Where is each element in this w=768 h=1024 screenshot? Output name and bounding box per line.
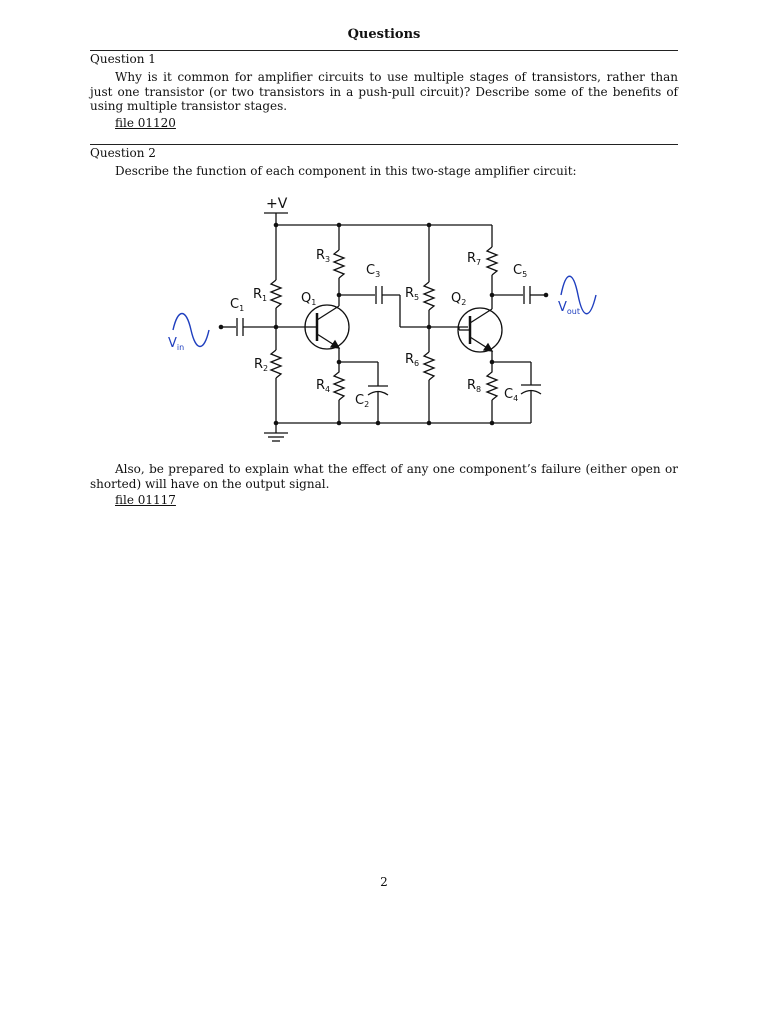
page-title: Questions (347, 27, 421, 42)
two-stage-amplifier-schematic (160, 190, 610, 452)
capacitor-c3 (376, 286, 382, 304)
resistor-r3 (334, 250, 344, 278)
supply-label: +V (266, 196, 288, 212)
transistor-q1 (305, 305, 349, 349)
c2-label: $C_2$ (355, 393, 370, 409)
r2-label: $R_2$ (254, 357, 269, 373)
q1-label: $Q_1$ (301, 291, 317, 307)
transistor-q2 (458, 308, 502, 352)
r7-label: $R_7$ (467, 251, 482, 267)
c1-label: $C_1$ (230, 297, 245, 313)
ground-symbol (264, 423, 288, 441)
question-2-file-link[interactable]: file 01117 (115, 493, 176, 507)
resistor-r6 (424, 352, 434, 380)
vin-label: $V_{in}$ (168, 336, 185, 352)
r3-label: $R_3$ (316, 248, 331, 264)
r4-label: $R_4$ (316, 378, 331, 394)
question-1-text: Why is it common for amplifier circuits to use multiple stages of transistors, rather than just one transistor (or two transistors in a push-pull circuit)? Describe some of the benefits of using multiple transistor stages. (90, 70, 678, 113)
vout-label: $V_{out}$ (558, 300, 581, 316)
r5-label: $R_5$ (405, 286, 420, 302)
capacitor-c1 (237, 318, 243, 336)
question-1-label: Question 1 (90, 52, 156, 66)
resistor-r1 (271, 280, 281, 308)
r1-label: $R_1$ (253, 287, 268, 303)
page-number: 2 (380, 875, 388, 889)
question-2-intro: Describe the function of each component in this two-stage amplifier circuit: (115, 164, 577, 178)
resistor-r8 (487, 362, 497, 400)
r8-label: $R_8$ (467, 378, 482, 394)
divider (90, 144, 678, 145)
resistor-r4 (334, 362, 344, 400)
capacitor-c5 (524, 286, 530, 304)
question-2-followup: Also, be prepared to explain what the effect of any one component’s failure (either open or shorted) will have on the output signal. (90, 462, 678, 491)
junction-dots (219, 223, 549, 426)
c5-label: $C_5$ (513, 263, 528, 279)
question-2-label: Question 2 (90, 146, 156, 160)
question-1-file-link[interactable]: file 01120 (115, 116, 176, 130)
c3-label: $C_3$ (366, 263, 381, 279)
resistor-r5 (424, 282, 434, 310)
input-sine-wave-icon (173, 314, 209, 347)
resistor-r7 (487, 247, 497, 275)
r6-label: $R_6$ (405, 352, 420, 368)
resistor-r2 (271, 350, 281, 378)
q2-label: $Q_2$ (451, 291, 467, 307)
divider (90, 50, 678, 51)
c4-label: $C_4$ (504, 387, 519, 403)
